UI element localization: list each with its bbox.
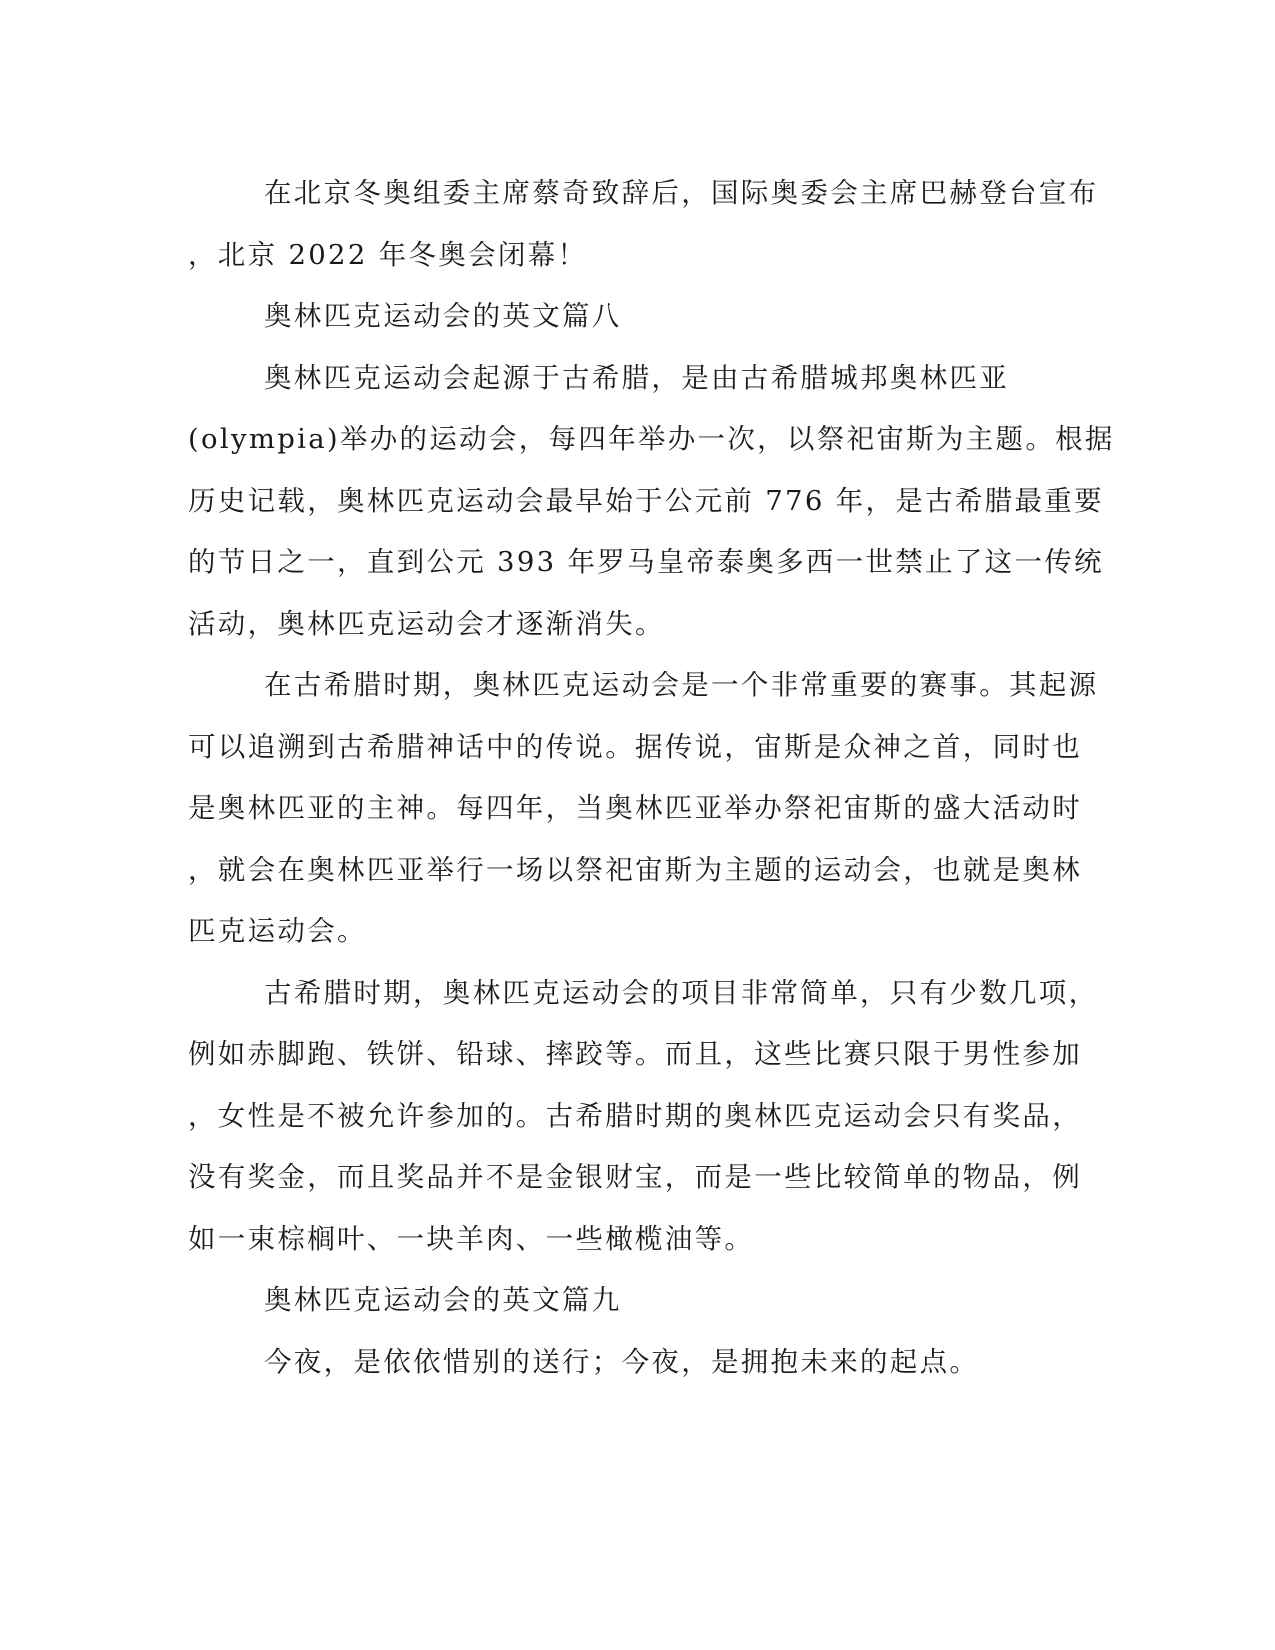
text-line: 的节日之一，直到公元 393 年罗马皇帝泰奥多西一世禁止了这一传统 bbox=[188, 546, 1104, 578]
text-line: 活动，奥林匹克运动会才逐渐消失。 bbox=[188, 607, 665, 640]
text-line: 古希腊时期，奥林匹克运动会的项目非常简单，只有少数几项， bbox=[264, 976, 1099, 1009]
text-line: 是奥林匹亚的主神。每四年，当奥林匹亚举办祭祀宙斯的盛大活动时 bbox=[188, 792, 1082, 824]
text-line: 奥林匹克运动会起源于古希腊，是由古希腊城邦奥林匹亚 bbox=[264, 361, 1009, 394]
section-heading: 奥林匹克运动会的英文篇八 bbox=[264, 300, 622, 332]
text-line: 如一束棕榈叶、一块羊肉、一些橄榄油等。 bbox=[188, 1222, 755, 1255]
section-heading: 奥林匹克运动会的英文篇九 bbox=[264, 1284, 622, 1316]
text-line: 例如赤脚跑、铁饼、铅球、摔跤等。而且，这些比赛只限于男性参加 bbox=[188, 1038, 1082, 1070]
text-line: 在北京冬奥组委主席蔡奇致辞后，国际奥委会主席巴赫登台宣布 bbox=[264, 177, 1099, 209]
text-line: 在古希腊时期，奥林匹克运动会是一个非常重要的赛事。其起源 bbox=[264, 669, 1099, 701]
text-line: ，女性是不被允许参加的。古希腊时期的奥林匹克运动会只有奖品， bbox=[188, 1099, 1082, 1132]
text-line: 可以追溯到古希腊神话中的传说。据传说，宙斯是众神之首，同时也 bbox=[188, 730, 1082, 763]
text-line: ，就会在奥林匹亚举行一场以祭祀宙斯为主题的运动会，也就是奥林 bbox=[188, 853, 1082, 886]
text-line: (olympia)举办的运动会，每四年举办一次，以祭祀宙斯为主题。根据 bbox=[188, 423, 1115, 455]
text-line: 历史记载，奥林匹克运动会最早始于公元前 776 年，是古希腊最重要 bbox=[188, 484, 1104, 517]
text-line: 今夜，是依依惜别的送行；今夜，是拥抱未来的起点。 bbox=[264, 1345, 980, 1378]
text-line: 没有奖金，而且奖品并不是金银财宝，而是一些比较简单的物品，例 bbox=[188, 1161, 1082, 1193]
text-line: 匹克运动会。 bbox=[188, 915, 367, 947]
document-body bbox=[188, 163, 1115, 1393]
text-line: ，北京 2022 年冬奥会闭幕！ bbox=[188, 238, 588, 271]
